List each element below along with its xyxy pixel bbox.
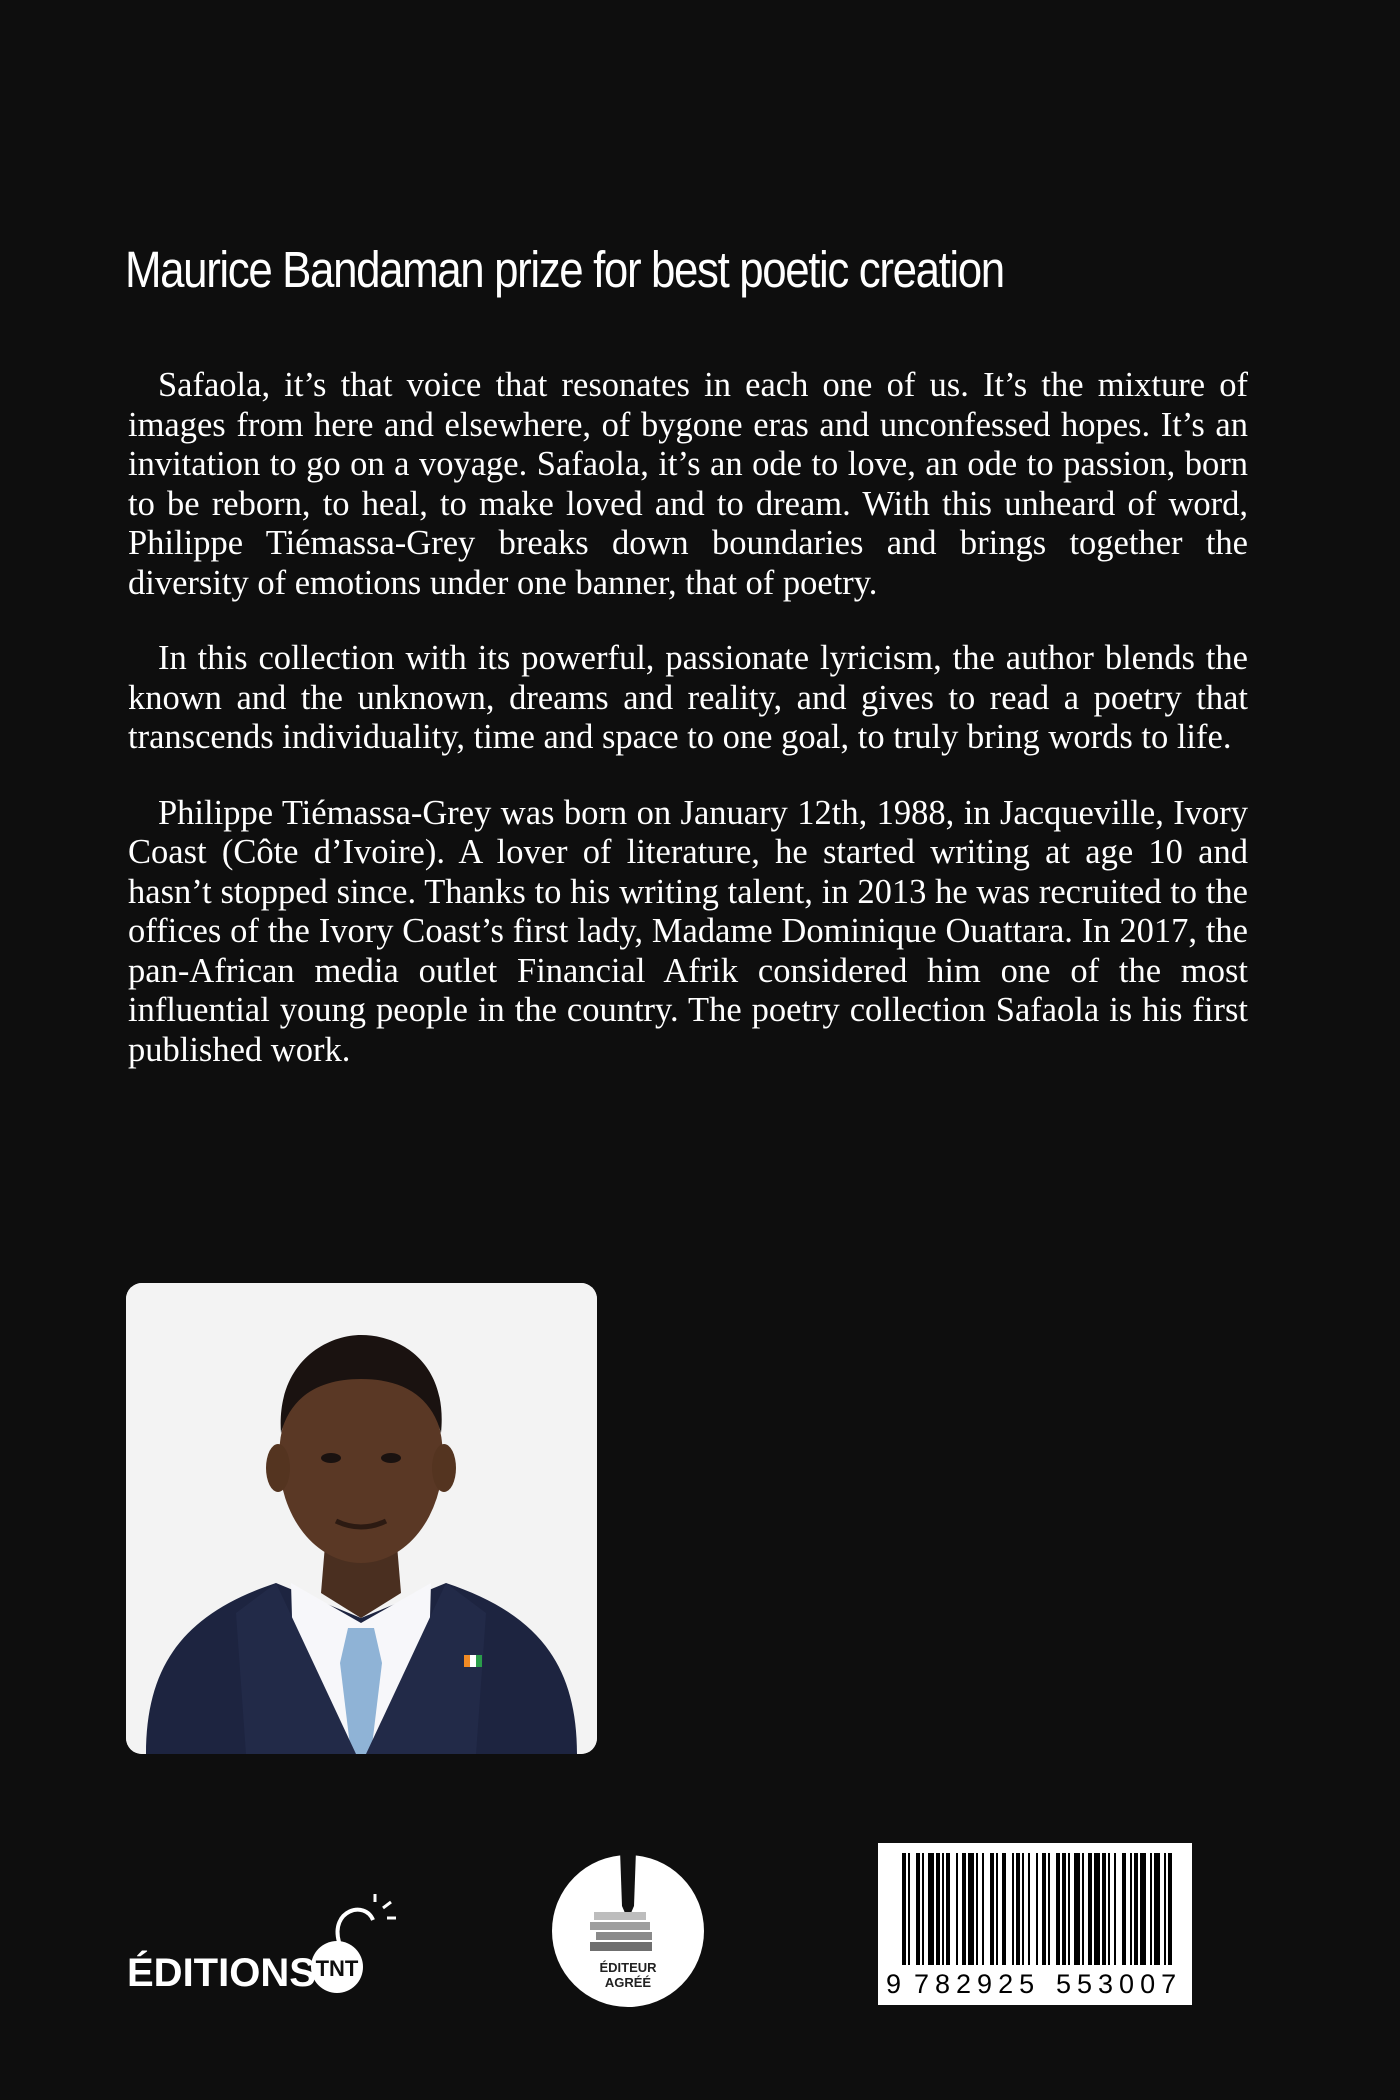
barcode-bar [1082,1853,1084,1965]
svg-text:ÉDITEUR: ÉDITEUR [599,1960,657,1975]
barcode-bar [1074,1853,1080,1965]
barcode-bar [1088,1853,1092,1965]
barcode-bar [1002,1853,1006,1965]
barcode-bar [1108,1853,1110,1965]
isbn-barcode [878,1843,1192,2005]
barcode-bar [996,1853,998,1965]
barcode-bar [946,1853,950,1965]
barcode-digits-left: 782925 [914,1969,1041,1999]
barcode-digit-lead: 9 [886,1969,902,1999]
barcode-bar [1012,1853,1014,1965]
barcode-bar [1016,1853,1020,1965]
barcode-bar [1154,1853,1160,1965]
author-portrait-icon [126,1283,597,1754]
approved-publisher-seal [550,1846,706,2010]
blurb-text [128,366,1248,1106]
barcode-bar [902,1853,906,1965]
barcode-bar [1068,1853,1070,1965]
author-bio-paragraph: Philippe Tiémassa-Grey was born on January 12th, 1988, in Jacqueville, Ivory Coast (Côte d’Ivoire). A lover of literature, he started writing at age 10 and hasn’t stopped since. Thanks to his writing talent, in 2013 he was recruited to the offices of the Ivory Coast’s first lady, Madame Dominique Ouattara. In 2017, the pan-African media outlet Financial Afrik considered him one of the most influential young people in the country. The poetry collection Safaola is his first published work. [128,793,1248,1069]
barcode-bars [878,1843,1192,1969]
author-portrait [126,1283,597,1754]
barcode-bar [1062,1853,1066,1965]
editions-tnt-bomb-logo-icon [125,1890,405,2010]
barcode-bar [990,1853,994,1965]
barcode-bar [1168,1853,1172,1965]
barcode-bar [962,1853,966,1965]
svg-text:AGRÉÉ: AGRÉÉ [604,1975,652,1990]
svg-text:ÉDITIONS: ÉDITIONS [127,1951,316,1995]
barcode-bar [908,1853,910,1965]
barcode-bar [1150,1853,1152,1965]
barcode-bar [982,1853,984,1965]
barcode-bar [1102,1853,1106,1965]
barcode-bar [1134,1853,1138,1965]
svg-text:TNT: TNT [315,1956,359,1981]
barcode-bar [956,1853,958,1965]
barcode-bar [968,1853,974,1965]
blurb-paragraph-1: Safaola, it’s that voice that resonates in each one of us. It’s the mixture of images from here and elsewhere, of bygone eras and unconfessed hopes. It’s an invitation to go on a voyage. Safaola, it’s an ode to love, an ode to passion, born to be reborn, to heal, to make loved and to dream. With this unheard of word, Philippe Tiémassa-Grey breaks down boundaries and brings together the diversity of emotions under one banner, that of poetry. [128,366,1248,602]
barcode-bar [1122,1853,1126,1965]
barcode-bar [1094,1853,1100,1965]
barcode-bar [1036,1853,1038,1965]
barcode-bar [1164,1853,1166,1965]
barcode-bar [1022,1853,1024,1965]
barcode-bar [936,1853,940,1965]
publisher-logo [125,1890,405,2010]
fountain-pen-books-seal-icon [550,1846,706,2010]
barcode-bar [1130,1853,1132,1965]
barcode-bar [1028,1853,1030,1965]
barcode-digits-right: 553007 [1056,1969,1183,1999]
barcode-bar [1048,1853,1050,1965]
barcode-bar [942,1853,944,1965]
barcode-bar [928,1853,934,1965]
barcode-bar [1042,1853,1046,1965]
barcode-bar [1114,1853,1116,1965]
barcode-bar [976,1853,978,1965]
blurb-paragraph-2: In this collection with its powerful, passionate lyricism, the author blends the known and the unknown, dreams and reality, and gives to read a poetry that transcends individuality, time and space to one goal, to truly bring words to life. [128,639,1248,756]
barcode-bar [916,1853,920,1965]
barcode-bar [1056,1853,1060,1965]
prize-headline: Maurice Bandaman prize for best poetic creation [125,241,1004,298]
barcode-digits [878,1969,1192,1999]
barcode-bar [922,1853,924,1965]
barcode-bar [1140,1853,1146,1965]
